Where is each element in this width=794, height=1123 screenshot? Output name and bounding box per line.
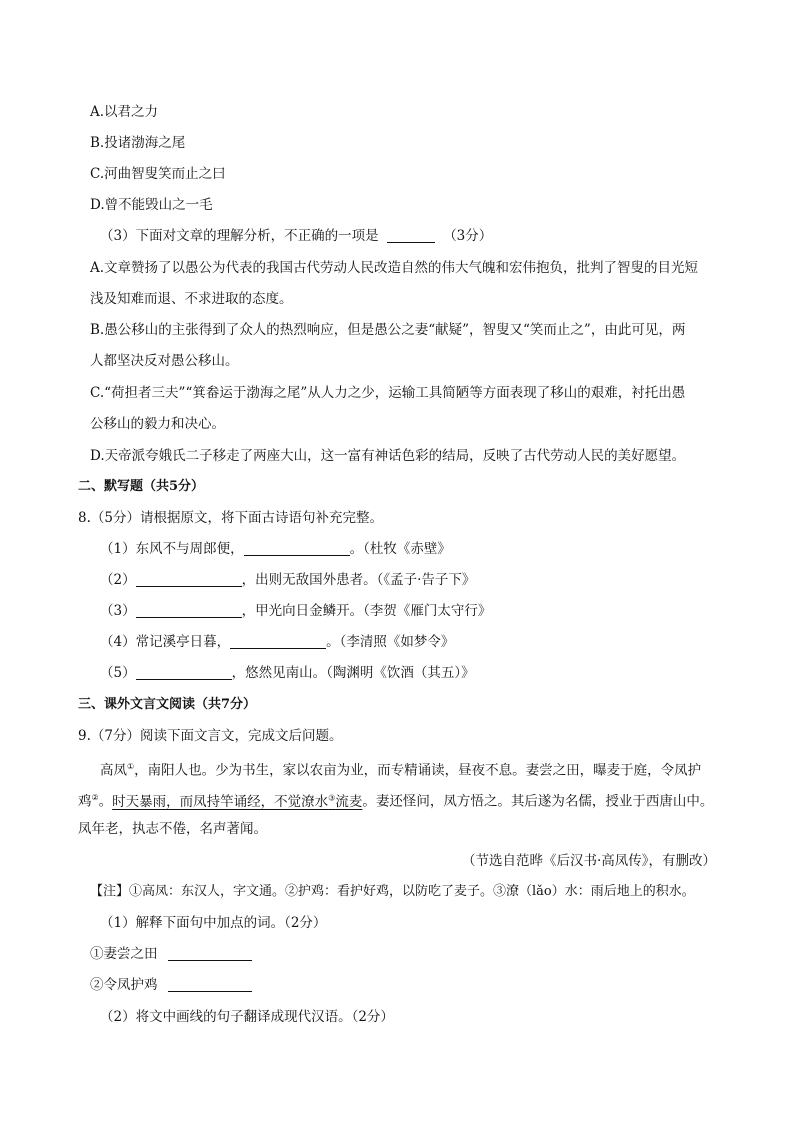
choice-b-line-2: 人都坚决反对愚公移山。 (90, 353, 239, 369)
option-d: D.曾不能毁山之一毛 (90, 197, 213, 213)
fill-item-5: （5） ，悠然见南山。（陶渊明《饮酒（其五）》 (100, 665, 475, 681)
passage-line-2: 鸡②。时天暴雨，而凤持竿诵经，不觉潦水③流麦。妻还怪问，凤方悟之。其后遂为名儒，授业于西唐山中。 (78, 793, 714, 810)
answer-blank[interactable] (387, 228, 435, 243)
choice-d-line-1: D.天帝派夸娥氏二子移走了两座大山，这一富有神话色彩的结局，反映了古代劳动人民的美好愿望。 (90, 448, 686, 464)
word-blank-1[interactable] (168, 946, 252, 961)
question-9-stem: 9.（7分）阅读下面文言文，完成文后问题。 (78, 728, 343, 744)
annotation-note: 【注】①高凤：东汉人，字文通。②护鸡：看护好鸡，以防吃了麦子。③潦（lǎo）水：雨后地上的积水。 (90, 884, 695, 899)
fill-blank-1[interactable] (244, 541, 350, 556)
choice-a-line-1: A.文章赞扬了以愚公为代表的我国古代劳动人民改造自然的伟大气魄和宏伟抱负，批判了智叟的目光短 (90, 260, 699, 276)
option-c: C.河曲智叟笑而止之曰 (90, 166, 226, 182)
option-a: A.以君之力 (90, 104, 159, 120)
section-2-title: 二、默写题（共5分） (78, 479, 205, 494)
choice-c-line-1: C.“荷担者三夫”“箕畚运于渤海之尾”从人力之少，运输工具简陋等方面表现了移山的艰难，衬托出愚 (90, 385, 686, 401)
fill-blank-2[interactable] (136, 572, 242, 587)
question-8-stem: 8.（5分）请根据原文，将下面古诗语句补充完整。 (78, 510, 383, 526)
fill-item-2: （2） ，出则无敌国外患者。（《孟子·告子下》 (100, 572, 476, 588)
underlined-sentence: 时天暴雨，而凤持竿诵经，不觉潦水③流麦 (112, 793, 363, 810)
choice-c-line-2: 公移山的毅力和决心。 (90, 416, 225, 432)
section-3-title: 三、课外文言文阅读（共7分） (78, 697, 257, 712)
fill-item-3: （3） ，甲光向日金鳞开。（李贺《雁门太守行》 (100, 603, 492, 619)
choice-a-line-2: 浅及知难而退、不求进取的态度。 (90, 291, 293, 307)
word-item-2: ②令凤护鸡 (90, 975, 720, 995)
fill-blank-4[interactable] (230, 634, 326, 649)
question-9-2: （2）将文中画线的句子翻译成现代汉语。（2分） (100, 1009, 394, 1025)
fill-item-4: （4）常记溪亭日暮， 。（李清照《如梦令》 (100, 634, 455, 650)
passage-line-3: 凤年老，执志不倦，名声著闻。 (78, 821, 267, 837)
question-9-1: （1）解释下面句中加点的词。（2分） (100, 915, 327, 931)
passage-line-1: 高凤①，南阳人也。少为书生，家以农亩为业，而专精诵读，昼夜不息。妻尝之田，曝麦于庭，令凤护 (100, 762, 702, 779)
word-item-1: ①妻尝之田 (90, 944, 720, 964)
fill-item-1: （1）东风不与周郎便， 。（杜牧《赤壁》 (100, 541, 451, 557)
choice-b-line-1: B.愚公移山的主张得到了众人的热烈响应，但是愚公之妻“献疑”，智叟又“笑而止之”，由此可见，两 (90, 322, 686, 338)
passage-source: （节选自范晔《后汉书·高凤传》，有删改） (461, 853, 716, 869)
word-blank-2[interactable] (168, 977, 252, 992)
fill-blank-5[interactable] (136, 665, 232, 680)
question-7-3-stem: （3）下面对文章的理解分析，不正确的一项是 （3分） (100, 228, 493, 244)
option-b: B.投诸渤海之尾 (90, 135, 186, 151)
fill-blank-3[interactable] (136, 603, 242, 618)
